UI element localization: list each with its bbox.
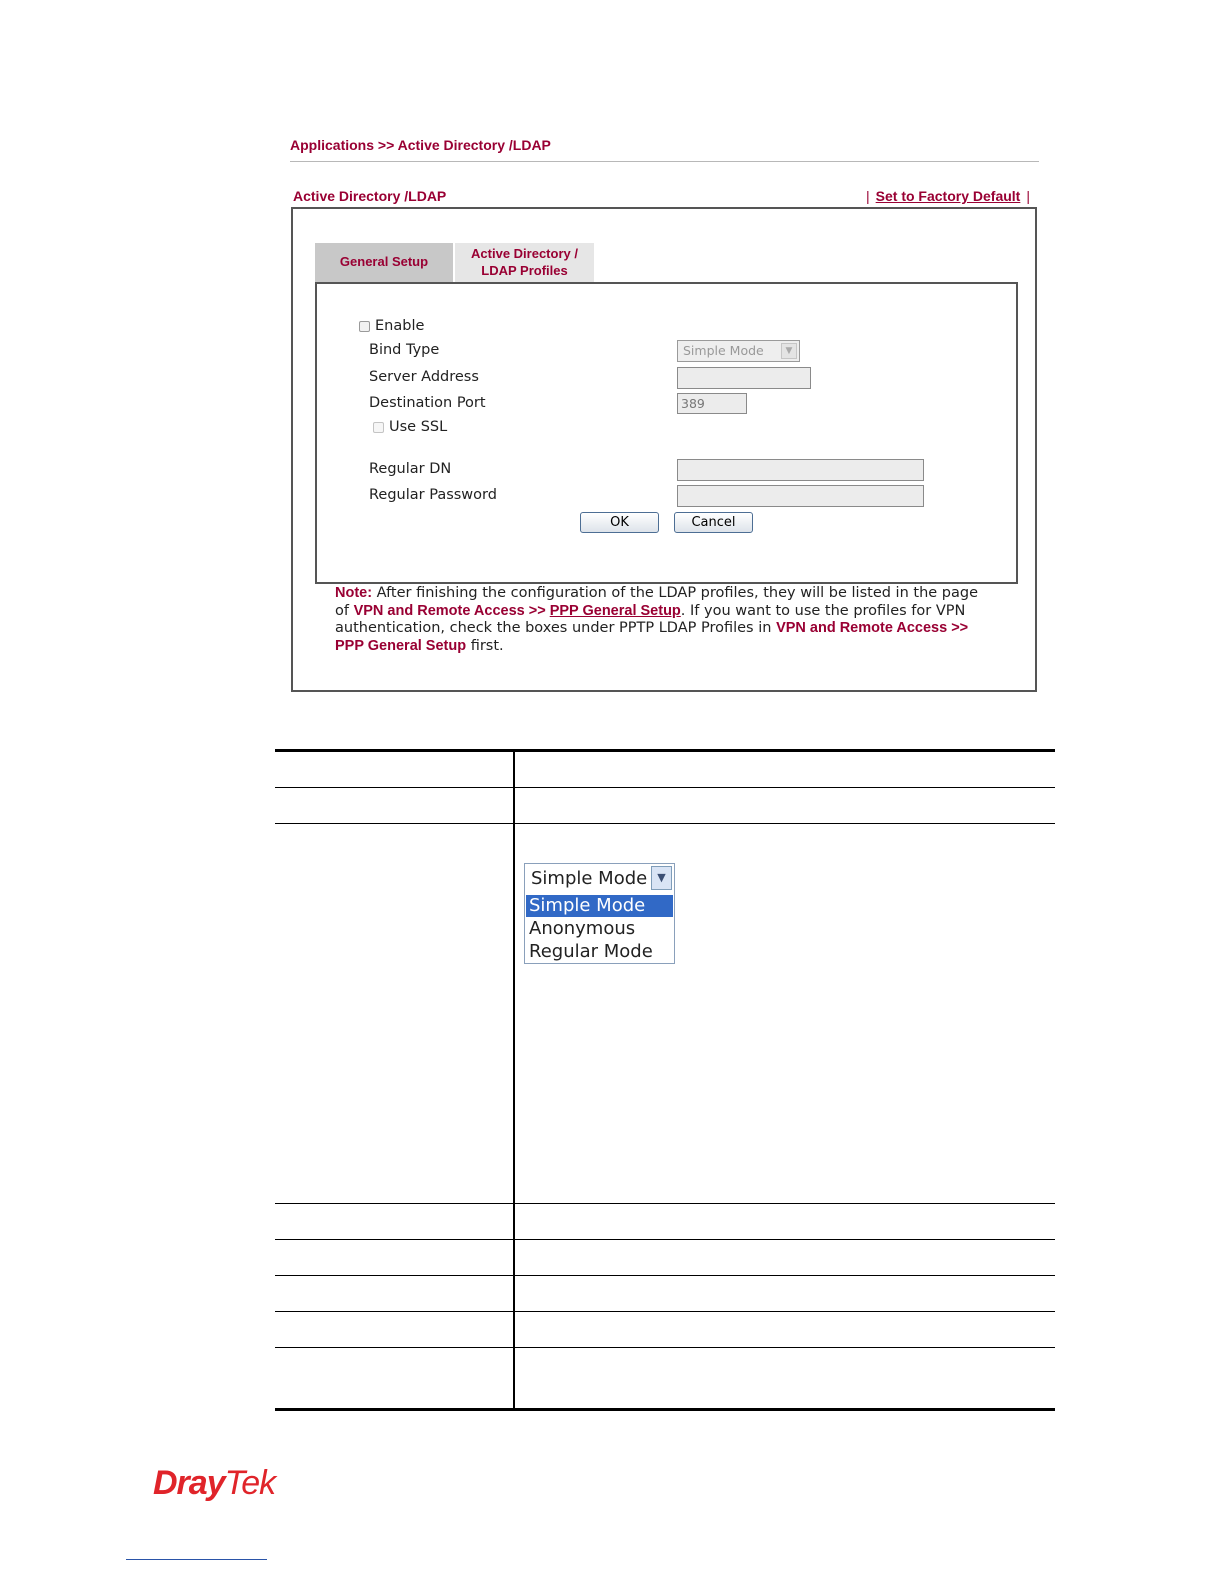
tab-label-line: LDAP Profiles — [481, 263, 568, 278]
note-body: After finishing the configuration of the LDAP profiles, they will be listed in the page of — [335, 585, 979, 619]
bind-type-value: Simple Mode — [683, 343, 764, 358]
regular-password-input[interactable] — [677, 485, 924, 507]
regular-dn-label: Regular DN — [369, 461, 452, 477]
logo-part: Dray — [153, 1464, 225, 1502]
use-ssl-label: Use SSL — [389, 419, 448, 435]
table-row-divider — [275, 1275, 1055, 1276]
section-title: Active Directory /LDAP — [293, 188, 447, 204]
tab-ldap-profiles[interactable] — [455, 243, 594, 283]
set-to-factory-default-link[interactable]: Set to Factory Default — [875, 188, 1021, 204]
ppp-general-setup-link[interactable]: PPP General Setup — [549, 602, 681, 619]
bind-type-dropdown-expanded[interactable] — [524, 863, 675, 964]
tab-general-setup[interactable]: General Setup — [315, 243, 453, 283]
bind-type-select[interactable] — [677, 340, 800, 362]
table-column-divider — [513, 752, 515, 1408]
breadcrumb: Applications >> Active Directory /LDAP — [290, 137, 551, 153]
destination-port-input[interactable]: 389 — [677, 393, 747, 414]
chevron-down-icon: ▼ — [651, 866, 672, 890]
draytek-logo — [153, 1464, 275, 1503]
dropdown-current[interactable] — [525, 864, 674, 894]
table-bottom-rule — [275, 1408, 1055, 1411]
logo-part: Tek — [224, 1464, 276, 1502]
breadcrumb-divider — [290, 161, 1039, 162]
regular-password-label: Regular Password — [369, 487, 497, 503]
vpn-ppp-general-setup-link[interactable]: VPN and Remote Access >> PPP General Setup — [335, 620, 969, 655]
enable-checkbox[interactable] — [359, 321, 370, 332]
table-row-divider — [275, 787, 1055, 788]
factory-default-bar — [866, 188, 1030, 204]
use-ssl-checkbox[interactable] — [373, 422, 384, 433]
chevron-down-icon: ▼ — [781, 343, 797, 359]
separator: | — [1026, 188, 1030, 204]
ok-button[interactable]: OK — [580, 512, 659, 533]
note-body: first. — [466, 638, 504, 655]
note-prefix: Note: — [335, 585, 373, 601]
separator: | — [866, 188, 870, 204]
bind-type-label: Bind Type — [369, 342, 440, 358]
tab-label-line: Active Directory / — [471, 246, 578, 261]
dropdown-option-simple-mode[interactable]: Simple Mode — [526, 895, 673, 917]
note-body: . If you want to use the profiles for VPN authentication, check the boxes under PPTP LDAP Profiles in — [335, 602, 966, 637]
cancel-button[interactable]: Cancel — [674, 512, 753, 533]
note-text — [335, 585, 995, 656]
vpn-remote-access-link[interactable]: VPN and Remote Access >> — [353, 602, 550, 619]
enable-label: Enable — [375, 318, 425, 334]
table-row-divider — [275, 1347, 1055, 1348]
footer-rule — [126, 1559, 267, 1560]
server-address-label: Server Address — [369, 369, 479, 385]
destination-port-label: Destination Port — [369, 395, 486, 411]
table-row-divider — [275, 823, 1055, 824]
dropdown-current-value: Simple Mode — [531, 868, 648, 889]
table-row-divider — [275, 1239, 1055, 1240]
dropdown-option-regular-mode[interactable]: Regular Mode — [529, 941, 653, 962]
server-address-input[interactable] — [677, 367, 811, 389]
dropdown-option-anonymous[interactable]: Anonymous — [529, 918, 636, 939]
regular-dn-input[interactable] — [677, 459, 924, 481]
table-top-rule — [275, 749, 1055, 752]
table-row-divider — [275, 1203, 1055, 1204]
table-row-divider — [275, 1311, 1055, 1312]
